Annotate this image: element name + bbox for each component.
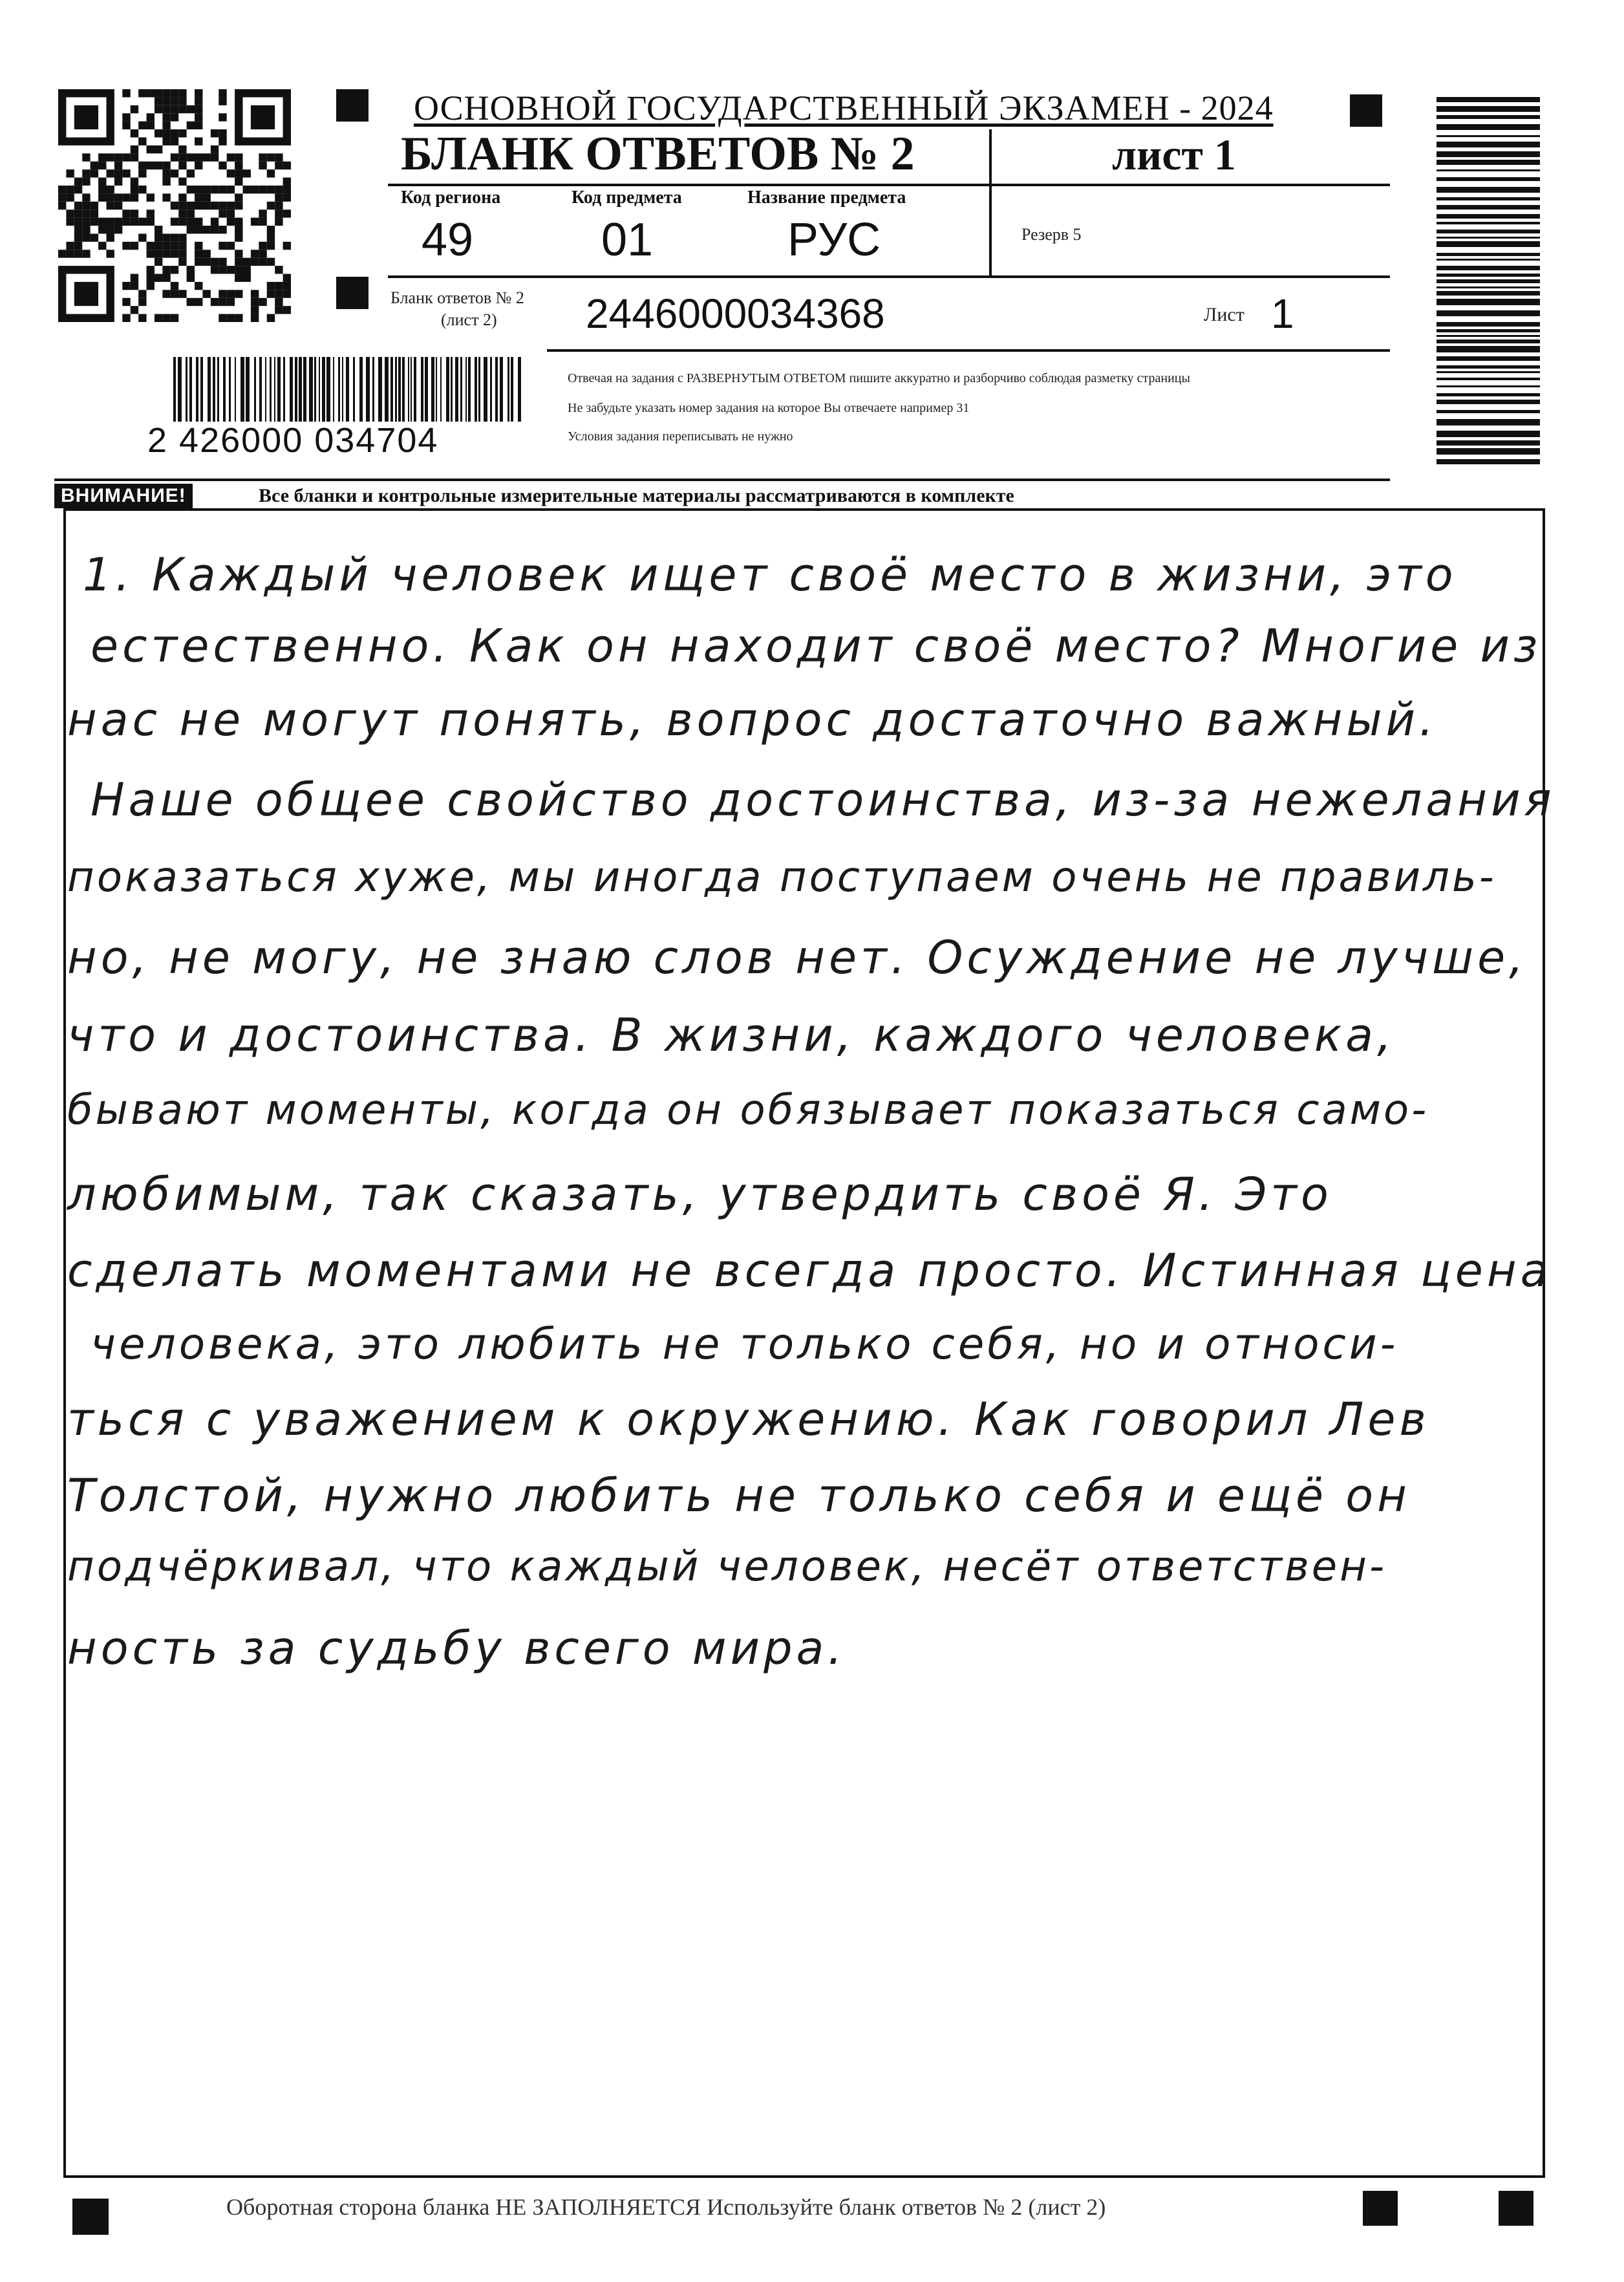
answer-line: подчёркивал, что каждый человек, несёт ответствен- <box>67 1543 1387 1591</box>
answer-line: ность за судьбу всего мира. <box>67 1622 846 1675</box>
region-label: Код региона <box>401 188 501 208</box>
subject-name-value: РУС <box>787 214 881 266</box>
header-divider-1 <box>989 129 992 275</box>
answer-line: но, не могу, не знаю слов нет. Осуждение не лучше, <box>67 931 1528 984</box>
sheet-number: 1 <box>1271 290 1294 337</box>
header-rule-1 <box>388 184 1390 186</box>
subject-name-label: Название предмета <box>747 188 906 208</box>
instruction-line: Условия задания переписывать не нужно <box>568 429 793 444</box>
barcode-digits: 2 426000 034704 <box>147 421 439 460</box>
instruction-line: Отвечая на задания с РАЗВЕРНУТЫМ ОТВЕТОМ пишите аккуратно и разборчиво соблюдая разметку страницы <box>568 371 1190 385</box>
qr-code <box>58 89 291 322</box>
answer-line: сделать моментами не всегда просто. Истинная цена <box>67 1244 1552 1297</box>
answer-line: нас не могут понять, вопрос достаточно важный. <box>67 693 1438 746</box>
answer-line: Наше общее свойство достоинства, из-за нежелания <box>91 773 1555 826</box>
barcode <box>173 357 522 422</box>
footer-note: Оборотная сторона бланка НЕ ЗАПОЛНЯЕТСЯ Используйте бланк ответов № 2 (лист 2) <box>226 2194 1106 2220</box>
answer-line: что и достоинства. В жизни, каждого человека, <box>67 1009 1396 1062</box>
form-ref-sheet-label: (лист 2) <box>441 310 497 329</box>
alignment-marker-top-right <box>1350 94 1382 127</box>
answer-line: любимым, так сказать, утвердить своё Я. Это <box>67 1168 1332 1221</box>
header-rule-4 <box>54 479 1390 481</box>
instruction-line: Не забудьте указать номер задания на которое Вы отвечаете например 31 <box>568 401 970 415</box>
subject-code-value: 01 <box>601 214 654 266</box>
region-value: 49 <box>422 214 474 266</box>
alignment-marker-mid-left <box>336 277 369 309</box>
form-ref-label: Бланк ответов № 2 <box>390 288 524 307</box>
answer-line: бывают моменты, когда он обязывает показаться само- <box>67 1086 1429 1134</box>
answer-line: ться с уважением к окружению. Как говорил Лев <box>67 1393 1430 1446</box>
sheet-label: Лист <box>1204 304 1245 325</box>
answer-line: человека, это любить не только себя, но и относи- <box>91 1319 1399 1369</box>
header-rule-3 <box>547 349 1390 352</box>
answer-line: естественно. Как он находит своё место? Многие из <box>91 619 1542 673</box>
form-title: БЛАНК ОТВЕТОВ № 2 <box>401 127 915 180</box>
subject-code-label: Код предмета <box>572 188 682 208</box>
warning-badge: ВНИМАНИЕ! <box>54 484 193 508</box>
exam-title: ОСНОВНОЙ ГОСУДАРСТВЕННЫЙ ЭКЗАМЕН - 2024 <box>414 89 1274 127</box>
alignment-marker-bottom-left <box>72 2199 109 2235</box>
reserve-label: Резерв 5 <box>1021 225 1082 244</box>
answer-line: показаться хуже, мы иногда поступаем очень не правиль- <box>67 854 1497 901</box>
alignment-marker-top-left <box>336 89 369 122</box>
alignment-marker-bottom-right <box>1499 2191 1533 2226</box>
side-barcode <box>1437 97 1540 466</box>
header-rule-2 <box>388 275 1390 278</box>
answer-line: 1. Каждый человек ищет своё место в жизни, это <box>83 548 1457 601</box>
alignment-marker-bottom-mid <box>1363 2191 1398 2226</box>
sheet-title: лист 1 <box>1112 130 1236 179</box>
warning-text: Все бланки и контрольные измерительные материалы рассматриваются в комплекте <box>259 485 1014 506</box>
form-ref-number: 2446000034368 <box>586 290 885 337</box>
answer-line: Толстой, нужно любить не только себя и ещё он <box>67 1469 1411 1522</box>
